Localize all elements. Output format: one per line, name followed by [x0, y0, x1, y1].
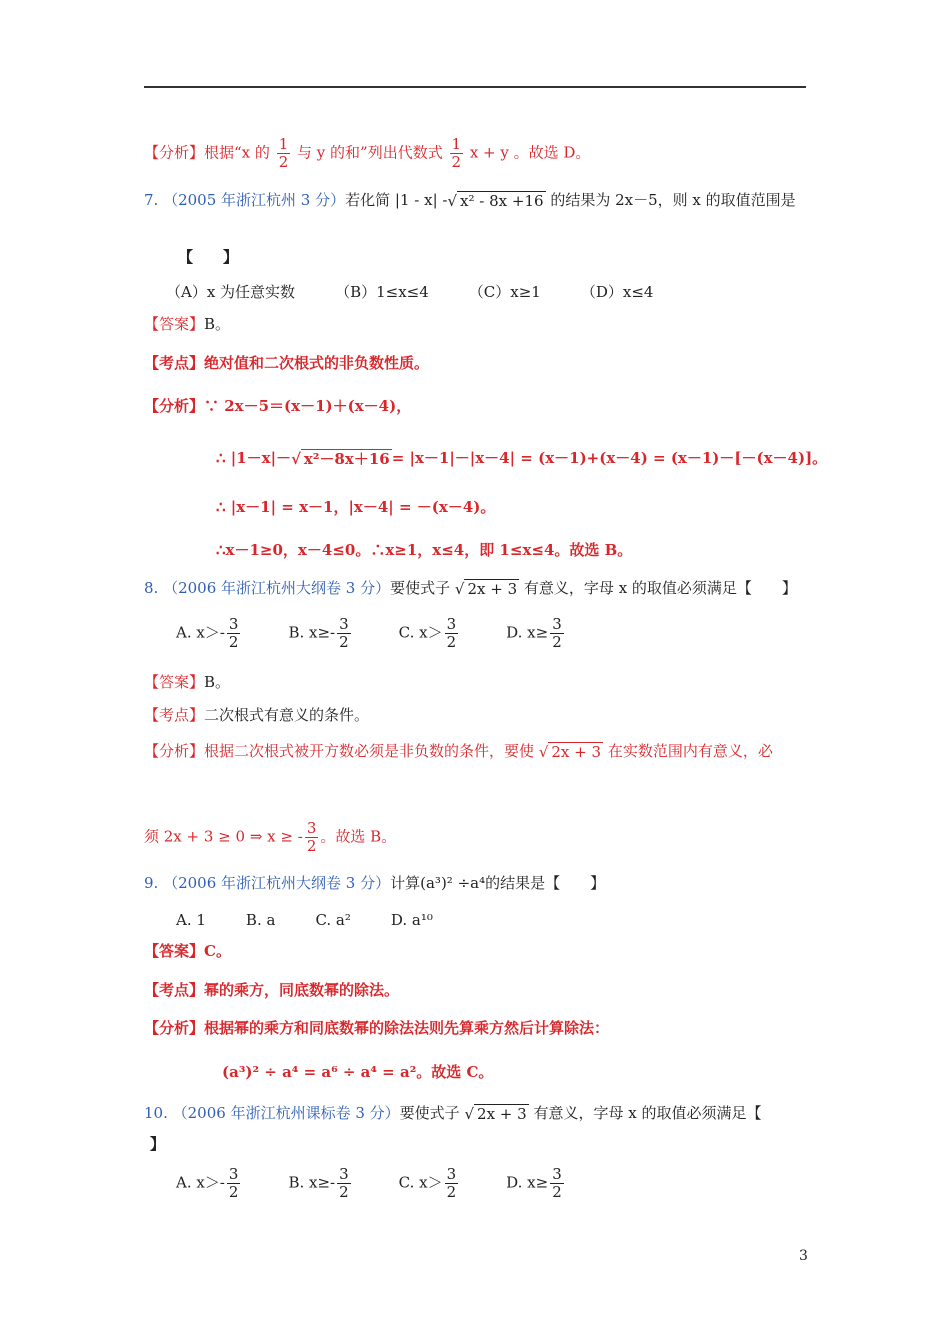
question-number: 9.: [144, 874, 159, 892]
analysis-text: = |x－1|－|x－4| = (x－1)+(x－4) = (x－1)－[－(x－4)]。: [391, 449, 828, 467]
analysis-text: 根据二次根式被开方数必须是非负数的条件，要使: [204, 742, 535, 760]
option-d: D. x≥ $\frac{3}{2}$: [506, 1165, 562, 1201]
q8-point: [144, 705, 369, 725]
analysis-text: ∵ 2x－5＝(x－1)＋(x－4)，: [204, 397, 412, 415]
answer-tag: 【答案】: [144, 315, 205, 333]
answer-tag: 【答案】: [144, 942, 205, 960]
option-b: （B）1≤x≤4: [335, 283, 429, 301]
fraction: $\frac{3}{2}$: [228, 615, 239, 651]
question-text: 的结果为 2x－5，则 x 的取值范围是: [550, 191, 796, 209]
q6-analysis-line: [144, 136, 590, 171]
q7-point: [144, 353, 429, 373]
question-source: （2006 年浙江杭州大纲卷 3 分）: [163, 874, 391, 892]
option-c: C. x＞ $\frac{3}{2}$: [398, 1165, 457, 1201]
point-tag: 【考点】: [144, 981, 205, 999]
option-b: B. a: [245, 911, 276, 929]
q8-question: [144, 578, 797, 599]
q7-analysis: [144, 396, 411, 416]
question-text: 有意义，字母 x 的取值必须满足【: [533, 1104, 762, 1122]
q9-question: [144, 873, 605, 893]
analysis-text: 根据幂的乘方和同底数幂的除法法则先算乘方然后计算除法：: [204, 1019, 610, 1037]
option-a: A. 1: [176, 911, 206, 929]
answer-tag: 【答案】: [144, 673, 205, 691]
page-number: 3: [799, 1248, 808, 1264]
header-rule: [144, 86, 806, 88]
question-text: 要使式子: [390, 579, 451, 597]
point-text: 绝对值和二次根式的非负数性质。: [204, 354, 430, 372]
q8-analysis-cont: [144, 820, 396, 855]
q7-analysis-step: ∴ |x－1| = x－1，|x－4| = －(x－4)。: [216, 498, 496, 516]
answer-text: B。: [204, 673, 231, 691]
q7-question: [144, 190, 796, 211]
fraction: $\frac{3}{2}$: [446, 1165, 457, 1201]
q7-analysis-step: [216, 448, 827, 469]
sqrt-expression: √ x² - 8x +16: [447, 192, 544, 210]
sqrt-expression: √ x²－8x＋16: [291, 450, 390, 468]
point-tag: 【考点】: [144, 706, 205, 724]
answer-bracket-end: 】: [150, 1135, 166, 1153]
option-b: B. x≥- $\frac{3}{2}$: [288, 1165, 349, 1201]
point-text: 二次根式有意义的条件。: [204, 706, 370, 724]
point-text: 幂的乘方，同底数幂的除法。: [204, 981, 400, 999]
option-d: D. x≥ $\frac{3}{2}$: [506, 615, 562, 651]
analysis-text: 根据“x 的: [204, 143, 270, 162]
analysis-text: ∴ |1－x|－: [216, 449, 292, 467]
option-c: C. x＞ $\frac{3}{2}$: [398, 615, 457, 651]
abs-expression: |1 - x| -: [394, 191, 448, 209]
option-c: C. a²: [315, 911, 351, 929]
q8-options: [176, 616, 606, 651]
sqrt-expression: √ 2x + 3: [464, 1105, 527, 1123]
analysis-text: x + y 。故选 D。: [469, 143, 591, 162]
sqrt-expression: √ 2x + 3: [454, 580, 518, 598]
question-number: 10.: [144, 1104, 168, 1122]
question-source: （2005 年浙江杭州 3 分）: [163, 191, 346, 209]
q10-question: [144, 1103, 761, 1124]
fraction: $\frac{1}{2}$: [278, 135, 289, 171]
fraction: $\frac{3}{2}$: [339, 615, 349, 651]
q9-analysis: [144, 1018, 609, 1038]
analysis-tag: 【分析】: [144, 397, 205, 415]
fraction: $\frac{3}{2}$: [552, 615, 562, 651]
answer-bracket: 【 】: [178, 248, 239, 266]
question-text: 要使式子: [399, 1104, 460, 1122]
analysis-tag: 【分析】: [144, 1019, 205, 1037]
question-number: 7.: [144, 191, 159, 209]
analysis-text: 须 2x + 3 ≥ 0 ⇒ x ≥ -: [144, 827, 303, 846]
analysis-tag: 【分析】: [144, 742, 205, 760]
question-source: （2006 年浙江杭州课标卷 3 分）: [172, 1104, 400, 1122]
question-text: 的结果是【 】: [485, 874, 606, 892]
q7-options: [166, 282, 693, 302]
fraction: $\frac{3}{2}$: [306, 819, 317, 855]
q8-analysis: [144, 741, 773, 762]
option-a: （A）x 为任意实数: [166, 283, 296, 301]
fraction: $\frac{3}{2}$: [552, 1165, 562, 1201]
q7-analysis-step: ∴x－1≥0，x－4≤0。∴x≥1，x≤4，即 1≤x≤4。故选 B。: [216, 541, 633, 559]
question-text: 有意义，字母 x 的取值必须满足【 】: [523, 579, 797, 597]
analysis-text: 在实数范围内有意义，必: [607, 742, 773, 760]
q9-point: [144, 980, 399, 1000]
point-tag: 【考点】: [144, 354, 205, 372]
option-d: D. a¹⁰: [390, 911, 433, 929]
q10-options: [176, 1166, 606, 1201]
fraction: $\frac{3}{2}$: [446, 615, 457, 651]
question-text: 计算: [390, 874, 421, 892]
option-c: （C）x≥1: [468, 283, 541, 301]
q9-options: [176, 910, 473, 930]
fraction: $\frac{1}{2}$: [451, 135, 462, 171]
option-d: （D）x≤4: [580, 283, 654, 301]
q9-analysis-step: [222, 1062, 493, 1082]
fraction: $\frac{3}{2}$: [228, 1165, 239, 1201]
question-number: 8.: [144, 579, 159, 597]
fraction: $\frac{3}{2}$: [339, 1165, 349, 1201]
analysis-text: 。故选 C。: [416, 1063, 494, 1081]
option-a: A. x＞- $\frac{3}{2}$: [176, 1165, 239, 1201]
math-expression: (a³)² ÷ a⁴ = a⁶ ÷ a⁴ = a²: [222, 1063, 417, 1081]
answer-text: C。: [204, 942, 231, 960]
analysis-tag: 【分析】: [144, 143, 205, 162]
q8-answer: [144, 672, 230, 692]
question-text: 若化简: [345, 191, 391, 209]
option-a: A. x＞- $\frac{3}{2}$: [176, 615, 239, 651]
sqrt-expression: √ 2x + 3: [538, 743, 602, 761]
answer-text: B。: [204, 315, 231, 333]
math-expression: (a³)² ÷a⁴: [420, 874, 486, 892]
question-source: （2006 年浙江杭州大纲卷 3 分）: [163, 579, 391, 597]
q9-answer: [144, 941, 231, 961]
q7-answer: [144, 314, 230, 334]
analysis-text: 与 y 的和”列出代数式: [297, 143, 443, 162]
option-b: B. x≥- $\frac{3}{2}$: [288, 615, 349, 651]
analysis-text: 。故选 B。: [320, 827, 397, 846]
